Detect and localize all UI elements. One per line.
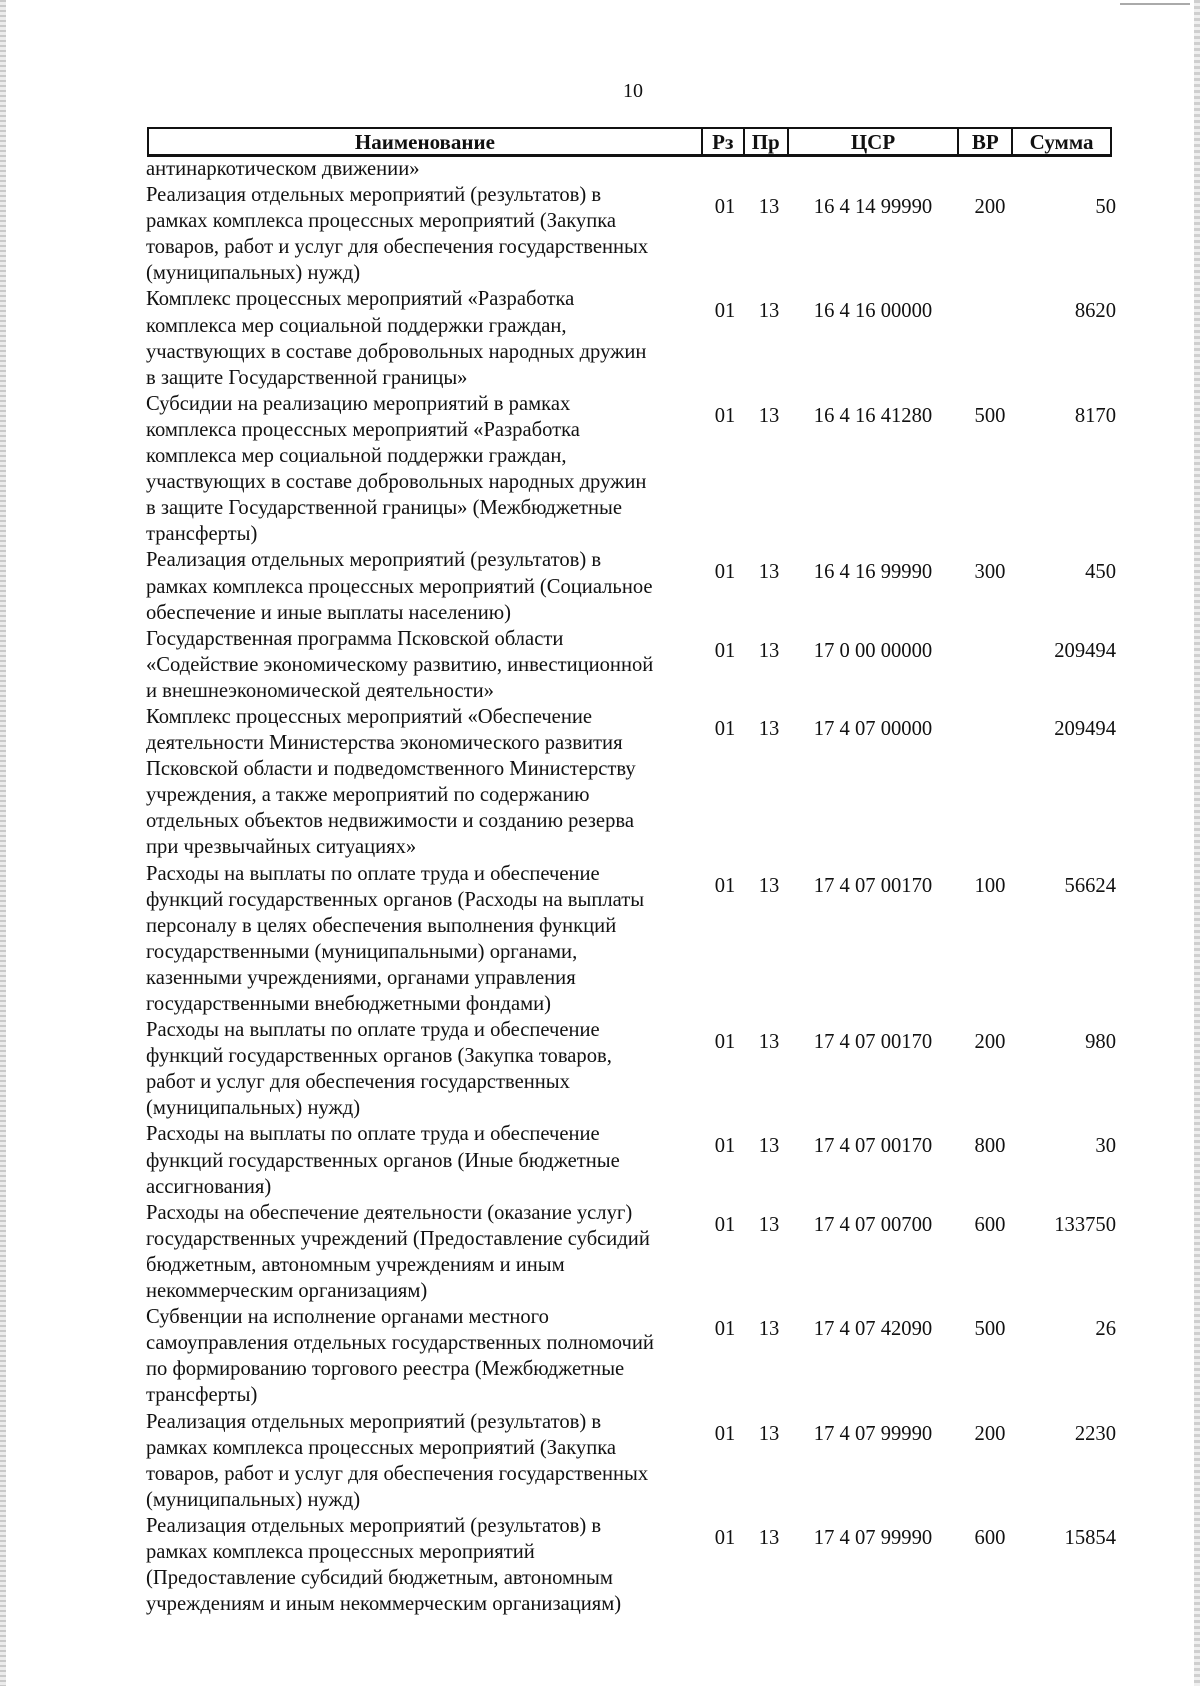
row-sum: 50 <box>1095 196 1116 219</box>
row-sum: 56624 <box>1064 874 1116 897</box>
row-rz: 01 <box>714 1031 736 1054</box>
row-pr: 13 <box>758 300 780 323</box>
row-name-line: товаров, работ и услуг для обеспечения государственных <box>146 1462 649 1485</box>
row-csr: 17 4 07 42090 <box>813 1318 933 1341</box>
row-csr: 17 4 07 99990 <box>813 1526 933 1549</box>
row-name-line: (муниципальных) нужд) <box>146 1097 361 1120</box>
row-name <box>146 391 700 548</box>
row-sum: 30 <box>1095 1135 1116 1158</box>
table-row <box>146 1121 1116 1199</box>
row-rz: 01 <box>714 300 736 323</box>
row-name-line: участвующих в составе добровольных народных дружин <box>146 471 647 494</box>
row-name-line: в защите Государственной границы» <box>146 366 468 389</box>
row-name-line: рамках комплекса процессных мероприятий (Закупка <box>146 1436 617 1459</box>
row-rz: 01 <box>714 1422 736 1445</box>
row-name-line: самоуправления отдельных государственных полномочий <box>146 1332 654 1355</box>
page-number: 10 <box>623 80 643 102</box>
row-name <box>146 1304 700 1408</box>
row-rz: 01 <box>714 717 736 740</box>
row-name-line: ассигнования) <box>146 1175 272 1198</box>
row-vr: 500 <box>974 1318 1006 1341</box>
row-vr <box>958 626 1022 638</box>
row-pr: 13 <box>758 561 780 584</box>
row-name-line: Расходы на выплаты по оплате труда и обеспечение <box>146 862 600 885</box>
row-name-line: казенными учреждениями, органами управления <box>146 966 576 989</box>
row-name-line: при чрезвычайных ситуациях» <box>146 836 417 859</box>
row-pr: 13 <box>758 717 780 740</box>
row-sum: 2230 <box>1074 1422 1116 1445</box>
row-csr: 17 4 07 00170 <box>813 1031 933 1054</box>
row-sum: 8170 <box>1074 404 1116 427</box>
row-rz: 01 <box>714 404 736 427</box>
row-vr: 800 <box>974 1135 1006 1158</box>
row-name-line: государственных учреждений (Предоставление субсидий <box>146 1227 650 1250</box>
row-name-line: государственными (муниципальными) органами, <box>146 940 578 963</box>
row-name-line: учреждениям и иным некоммерческим организациям) <box>146 1593 622 1616</box>
row-vr: 200 <box>974 196 1006 219</box>
row-name-line: (муниципальных) нужд) <box>146 262 361 285</box>
table-row <box>146 182 1116 286</box>
row-csr: 16 4 14 99990 <box>813 196 933 219</box>
header-rz: Рз <box>703 129 745 157</box>
row-sum: 450 <box>1085 561 1116 584</box>
row-name-line: отдельных объектов недвижимости и созданию резерва <box>146 810 634 833</box>
row-sum: 26 <box>1095 1318 1116 1341</box>
row-sum: 980 <box>1085 1031 1116 1054</box>
row-name-line: некоммерческим организациям) <box>146 1280 428 1303</box>
row-name-line: обеспечение и иные выплаты населению) <box>146 601 511 624</box>
row-name-line: функций государственных органов (Расходы на выплаты <box>146 888 645 911</box>
header-name: Наименование <box>149 129 703 157</box>
row-csr: 17 4 07 00170 <box>813 874 933 897</box>
row-name-line: (муниципальных) нужд) <box>146 1488 361 1511</box>
row-sum: 209494 <box>1054 717 1116 740</box>
row-name <box>146 861 700 1018</box>
row-pr: 13 <box>758 1422 780 1445</box>
row-name-line: Расходы на выплаты по оплате труда и обеспечение <box>146 1019 600 1042</box>
table-row <box>146 1200 1116 1304</box>
table-body <box>146 156 1116 1617</box>
table-row <box>146 547 1116 625</box>
row-name-line: персоналу в целях обеспечения выполнения функций <box>146 914 617 937</box>
row-pr: 13 <box>758 1213 780 1236</box>
row-vr: 100 <box>974 874 1006 897</box>
row-name-line: Реализация отдельных мероприятий (результатов) в <box>146 184 602 207</box>
row-csr: 17 4 07 99990 <box>813 1422 933 1445</box>
table-row <box>146 626 1116 704</box>
row-name <box>146 286 700 390</box>
table-row <box>146 391 1116 548</box>
row-name-line: Реализация отдельных мероприятий (результатов) в <box>146 1410 602 1433</box>
row-name <box>146 547 700 625</box>
table-row <box>146 1513 1116 1617</box>
row-name-line: государственными внебюджетными фондами) <box>146 993 552 1015</box>
row-rz: 01 <box>714 874 736 897</box>
row-csr: 17 4 07 00000 <box>813 717 933 740</box>
row-rz: 01 <box>714 196 736 219</box>
row-name-line: и внешнеэкономической деятельности» <box>146 679 494 702</box>
row-name <box>146 704 700 861</box>
header-sum: Сумма <box>1013 129 1112 157</box>
row-name-line: Расходы на обеспечение деятельности (оказание услуг) <box>146 1201 633 1224</box>
scan-edge-right <box>1194 0 1200 1686</box>
row-name <box>146 626 700 704</box>
row-name-line: рамках комплекса процессных мероприятий <box>146 1540 535 1563</box>
row-vr <box>958 286 1022 298</box>
row-sum: 133750 <box>1054 1213 1116 1236</box>
row-name-line: работ и услуг для обеспечения государственных <box>146 1071 570 1094</box>
row-name-line: товаров, работ и услуг для обеспечения государственных <box>146 236 649 259</box>
table-row <box>146 1409 1116 1513</box>
row-vr: 200 <box>974 1422 1006 1445</box>
row-name-line: «Содействие экономическому развитию, инвестиционной <box>146 653 654 676</box>
row-pr: 13 <box>758 1318 780 1341</box>
table-row <box>146 1017 1116 1121</box>
row-name-line: Расходы на выплаты по оплате труда и обеспечение <box>146 1123 600 1146</box>
row-name <box>146 182 700 286</box>
row-name-line: Реализация отдельных мероприятий (результатов) в <box>146 549 602 572</box>
header-csr: ЦСР <box>789 129 960 157</box>
row-name-line: по формированию торгового реестра (Межбюджетные <box>146 1358 625 1381</box>
table-header <box>147 127 1112 157</box>
header-vr: ВР <box>959 129 1013 157</box>
row-name-line: Псковской области и подведомственного Министерству <box>146 758 636 781</box>
row-rz: 01 <box>714 1526 736 1549</box>
row-name-line: бюджетным, автономным учреждениям и иным <box>146 1253 565 1276</box>
row-vr <box>958 704 1022 716</box>
row-name-line: функций государственных органов (Иные бюджетные <box>146 1149 620 1172</box>
continuation-text: антинаркотическом движении» <box>146 158 420 180</box>
row-sum: 15854 <box>1064 1526 1116 1549</box>
row-vr: 300 <box>974 561 1006 584</box>
row-csr: 17 4 07 00170 <box>813 1135 933 1158</box>
row-rz: 01 <box>714 1318 736 1341</box>
row-name <box>146 1409 700 1513</box>
row-name-line: трансферты) <box>146 1384 258 1407</box>
row-vr: 600 <box>974 1526 1006 1549</box>
row-name-line: Субсидии на реализацию мероприятий в рамках <box>146 392 571 415</box>
row-pr: 13 <box>758 196 780 219</box>
row-name <box>146 1017 700 1121</box>
row-sum: 209494 <box>1054 639 1116 662</box>
row-pr: 13 <box>758 404 780 427</box>
row-pr: 13 <box>758 1031 780 1054</box>
row-name-line: рамках комплекса процессных мероприятий (Закупка <box>146 210 617 233</box>
row-vr: 600 <box>974 1213 1006 1236</box>
row-name-line: функций государственных органов (Закупка товаров, <box>146 1045 612 1068</box>
row-sum: 8620 <box>1074 300 1116 323</box>
row-name <box>146 1121 700 1199</box>
row-csr: 16 4 16 00000 <box>813 300 933 323</box>
row-rz: 01 <box>714 639 736 662</box>
row-name-line: Комплекс процессных мероприятий «Обеспечение <box>146 705 593 728</box>
row-rz: 01 <box>714 1135 736 1158</box>
row-name <box>146 1200 700 1304</box>
row-name-line: комплекса процессных мероприятий «Разработка <box>146 418 580 441</box>
row-name-line: комплекса мер социальной поддержки граждан, <box>146 445 567 468</box>
row-pr: 13 <box>758 639 780 662</box>
row-name-line: рамках комплекса процессных мероприятий (Социальное <box>146 575 653 598</box>
row-name-line: учреждения, а также мероприятий по содержанию <box>146 784 590 807</box>
row-name-line: трансферты) <box>146 523 258 546</box>
row-name-line: участвующих в составе добровольных народных дружин <box>146 340 647 363</box>
row-name-line: комплекса мер социальной поддержки граждан, <box>146 314 567 337</box>
row-name-line: Комплекс процессных мероприятий «Разработка <box>146 288 575 311</box>
row-rz: 01 <box>714 561 736 584</box>
row-name-line: (Предоставление субсидий бюджетным, автономным <box>146 1567 613 1590</box>
row-csr: 16 4 16 99990 <box>813 561 933 584</box>
header-pr: Пр <box>745 129 789 157</box>
scan-corner-mark <box>1120 3 1190 5</box>
scan-edge-left <box>0 0 6 1686</box>
row-rz: 01 <box>714 1213 736 1236</box>
row-name-line: Государственная программа Псковской области <box>146 627 564 650</box>
table-row <box>146 704 1116 861</box>
table-row <box>146 861 1116 1018</box>
row-pr: 13 <box>758 874 780 897</box>
row-vr: 200 <box>974 1031 1006 1054</box>
row-pr: 13 <box>758 1135 780 1158</box>
row-name-line: деятельности Министерства экономического развития <box>146 732 623 755</box>
table-row <box>146 286 1116 390</box>
row-name <box>146 1513 700 1617</box>
row-pr: 13 <box>758 1526 780 1549</box>
row-csr: 16 4 16 41280 <box>813 404 933 427</box>
row-csr: 17 4 07 00700 <box>813 1213 933 1236</box>
row-name-line: в защите Государственной границы» (Межбюджетные <box>146 497 623 520</box>
row-csr: 17 0 00 00000 <box>813 639 933 662</box>
row-name-line: Субвенции на исполнение органами местного <box>146 1306 549 1329</box>
table-row-continuation <box>146 156 1116 182</box>
table-row <box>146 1304 1116 1408</box>
row-vr: 500 <box>974 404 1006 427</box>
row-name-line: Реализация отдельных мероприятий (результатов) в <box>146 1514 602 1537</box>
